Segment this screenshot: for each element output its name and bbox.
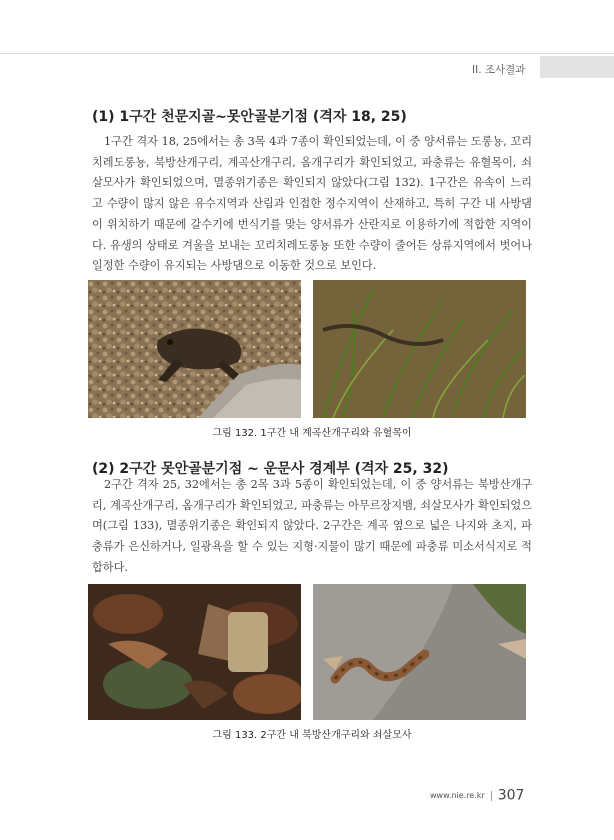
section1-heading: (1) 1구간 천문지골~못안골분기점 (격자 18, 25) xyxy=(92,109,407,125)
photo-snake-in-grass xyxy=(313,280,526,418)
section2-heading: (2) 2구간 못안골분기점 ~ 운문사 경계부 (격자 25, 32) xyxy=(92,461,449,477)
section1-paragraph: 1구간 격자 18, 25에서는 총 3목 4과 7종이 확인되었는데, 이 중 양서류는 도롱뇽, 꼬리치레도롱뇽, 북방산개구리, 계곡산개구리, 옴개구리가 확인되었고, 파충류는 유혈목이, 쇠살모사가 확인되었으며, 멸종위기종은 확인되지 않았다(그림 132). 1구간은 유속이 느리고 수량이 많지 않은 유수지역과 산림과 인접한 정수지역이 산재하고, 특히 구간 내 사방댐이 위치하기 때문에 갈수기에 번식기를 맞는 양서류가 산란지로 이용하기에 적합한 지역이다. 유생의 상태로 겨울을 보내는 꼬리치레도롱뇽 또한 수량이 줄어든 상류지역에서 벗어나 일정한 수량이 유지되는 사방댐으로 이동한 것으로 보인다. xyxy=(92,135,532,273)
footer-url: www.nie.re.kr xyxy=(430,791,485,800)
figure-133-caption: 그림 133. 2구간 내 북방산개구리와 쇠살모사 xyxy=(212,730,412,741)
header-tab-bar xyxy=(540,56,614,78)
photo-viper-on-rock xyxy=(313,584,526,720)
header-rule xyxy=(0,53,614,54)
figure-132-caption: 그림 132. 1구간 내 계곡산개구리와 유혈목이 xyxy=(212,428,412,439)
page-number: 307 xyxy=(497,787,525,804)
page-footer xyxy=(430,785,524,804)
photo-frog-on-gravel xyxy=(88,280,301,418)
running-header-section: II. 조사결과 xyxy=(472,64,526,76)
footer-separator xyxy=(491,791,492,801)
section2-paragraph: 2구간 격자 25, 32에서는 총 2목 3과 5종이 확인되었는데, 이 중 양서류는 북방산개구리, 계곡산개구리, 옴개구리가 확인되었고, 파충류는 아무르장지뱀, 쇠살모사가 확인되었으며(그림 133), 멸종위기종은 확인되지 않았다. 2구간은 계곡 옆으로 넓은 나지와 초지, 파충류가 은신하거나, 일광욕을 할 수 있는 지형·지물이 많기 때문에 파충류 미소서식지로 적합하다. xyxy=(92,478,532,574)
photo-frog-in-leaves xyxy=(88,584,301,720)
